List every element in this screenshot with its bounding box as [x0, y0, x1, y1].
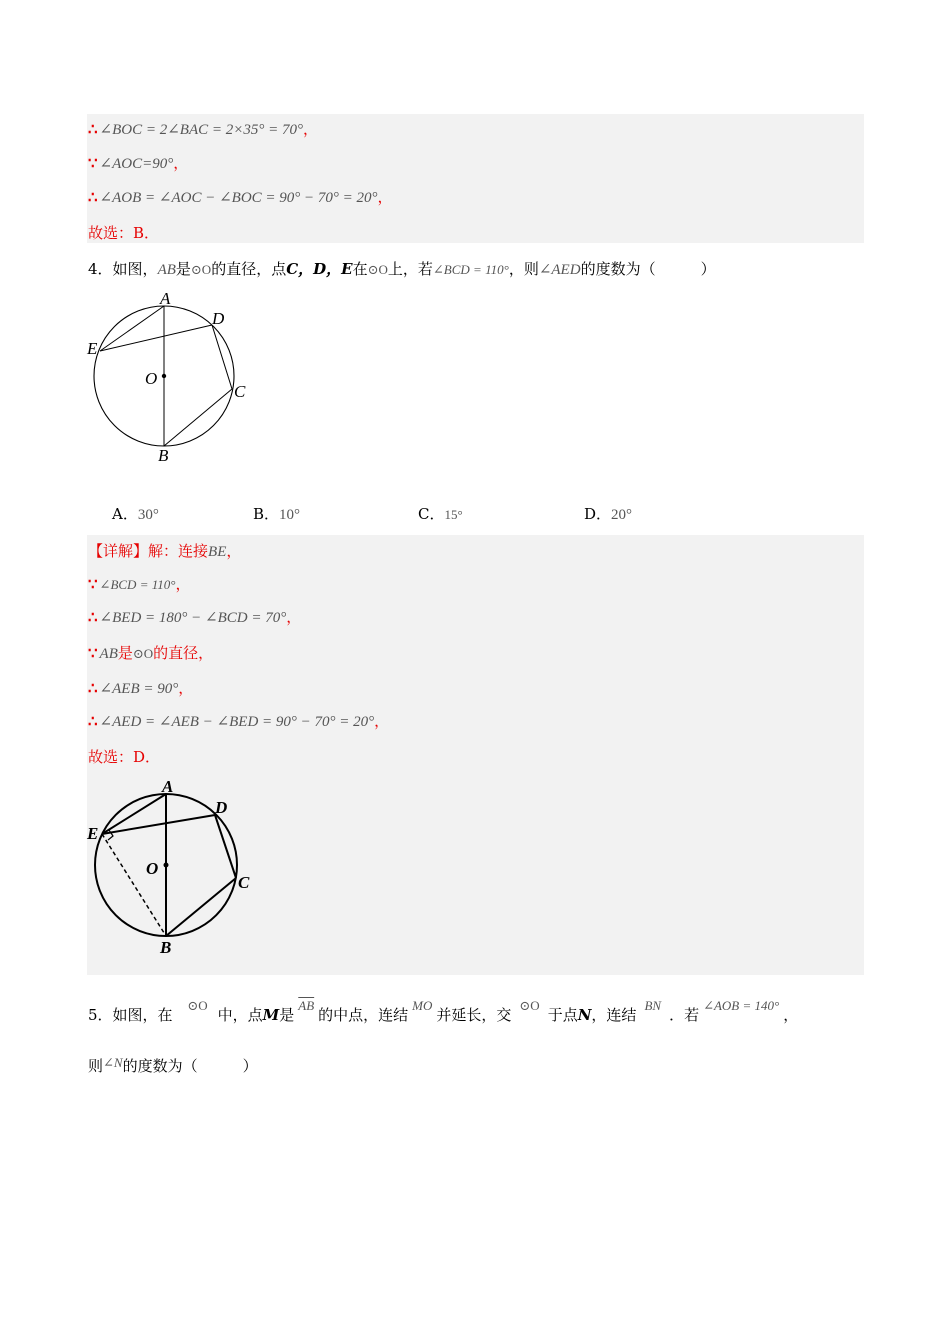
center-point: [162, 374, 166, 378]
prev-solution-line-1: ∴ ∠BOC = 2∠BAC = 2×35° = 70°，: [88, 120, 319, 138]
prev-solution-answer: 故选：B．: [88, 224, 160, 242]
label-e: E: [87, 339, 98, 358]
label-o-2: O: [146, 859, 159, 878]
label-e-2: E: [87, 824, 99, 843]
q4-solution-line-4: ∴ ∠AEB = 90°，: [88, 679, 194, 697]
segment-ae: [100, 306, 164, 351]
segment-dc: [212, 325, 232, 389]
option-c[interactable]: C．15°: [418, 505, 463, 523]
q4-solution-line-3: ∵ AB是⊙O的直径，: [88, 644, 214, 662]
label-b-2: B: [160, 938, 172, 957]
q4-solution-answer: 故选：D．: [88, 748, 161, 766]
question-5-stem: 5．如图，在 ⊙O中，点M是$\overline{AB}$的中点，连结MO并延长，交⊙O于点N，连结BN．若∠AOB = 140°，: [88, 998, 799, 1024]
q4-figure: [80, 285, 260, 475]
question-4-stem: 4．如图，AB是⊙O的直径，点C，D，E在⊙O上，若∠BCD = 110°，则∠AED的度数为（ ）: [88, 260, 716, 278]
label-b: B: [158, 446, 169, 465]
label-c: C: [234, 382, 246, 401]
prev-solution-line-3: ∴ ∠AOB = ∠AOC − ∠BOC = 90° − 70° = 20°，: [88, 188, 393, 206]
segment-ed: [100, 325, 212, 351]
q4-solution-figure: [80, 775, 265, 965]
option-a[interactable]: A．30°: [112, 505, 159, 523]
label-d-2: D: [215, 798, 228, 817]
label-a: A: [160, 289, 171, 308]
question-5-line-2: 则∠N的度数为（ ）: [88, 1055, 258, 1075]
label-d: D: [212, 309, 225, 328]
label-c-2: C: [238, 873, 250, 892]
option-d[interactable]: D．20°: [584, 505, 633, 523]
center-point-2: [164, 863, 169, 868]
q4-solution-line-1: ∵ ∠BCD = 110°，: [88, 575, 191, 593]
prev-solution-line-2: ∵ ∠AOC=90°，: [88, 154, 189, 172]
option-b[interactable]: B．10°: [253, 505, 301, 523]
q4-solution-header: 【详解】解：连接BE，: [88, 542, 242, 560]
q4-solution-line-5: ∴ ∠AED = ∠AEB − ∠BED = 90° − 70° = 20°，: [88, 712, 390, 730]
label-a-2: A: [162, 777, 174, 796]
label-o: O: [145, 369, 158, 388]
dashed-be: [102, 834, 166, 936]
q4-solution-line-2: ∴ ∠BED = 180° − ∠BCD = 70°，: [88, 608, 302, 626]
segment-dc-2: [215, 815, 236, 878]
